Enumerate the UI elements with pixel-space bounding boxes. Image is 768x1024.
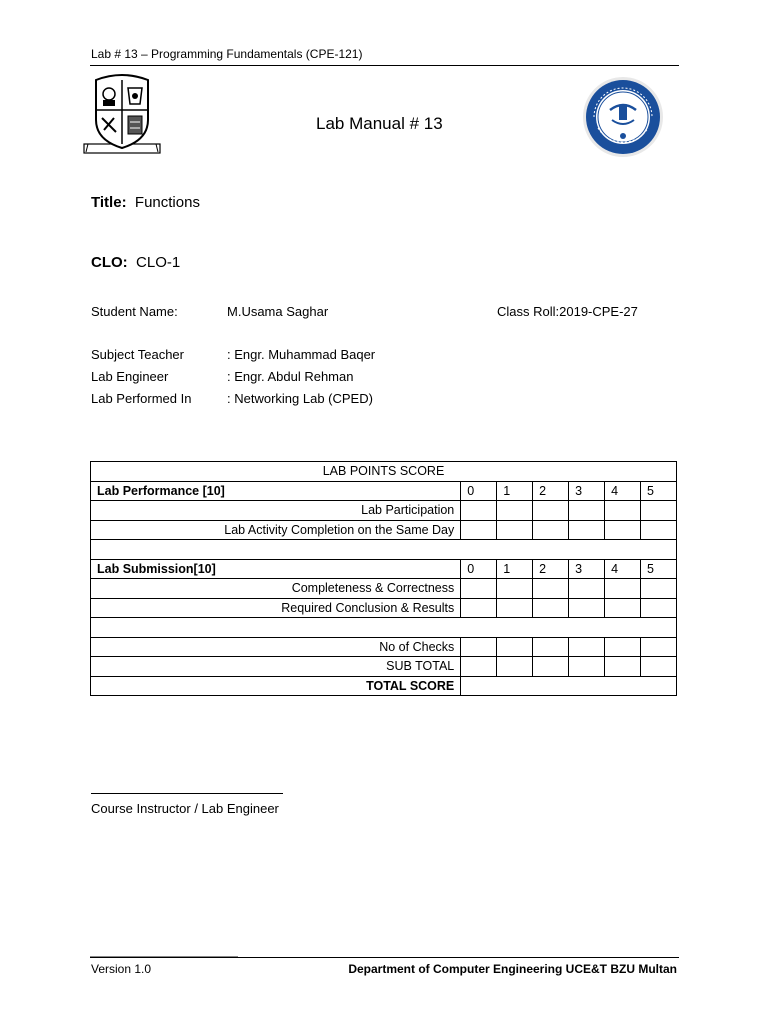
staff-value-lab-engineer: : Engr. Abdul Rehman: [227, 369, 354, 384]
student-name-value: M.Usama Saghar: [227, 304, 329, 319]
scale-4: 4: [605, 559, 641, 579]
score-cell: [461, 501, 497, 521]
score-cell: [497, 598, 533, 618]
scale-0: 0: [461, 481, 497, 501]
row-label-no-of-checks: No of Checks: [91, 637, 461, 657]
scale-3: 3: [569, 559, 605, 579]
score-cell: [641, 637, 677, 657]
staff-label-subject-teacher: Subject Teacher: [91, 347, 184, 362]
table-row: [91, 657, 677, 677]
score-cell: [533, 657, 569, 677]
scale-5: 5: [641, 481, 677, 501]
score-cell: [569, 520, 605, 540]
class-roll-label: Class Roll:: [497, 304, 560, 319]
score-cell: [569, 598, 605, 618]
score-cell: [605, 598, 641, 618]
table-row: [91, 676, 677, 696]
title-value: Functions: [134, 194, 200, 211]
department-crest-logo: [82, 72, 162, 156]
score-cell: [605, 520, 641, 540]
score-cell: [569, 501, 605, 521]
score-cell: [461, 579, 497, 599]
blank-cell: [91, 618, 677, 638]
score-cell: [533, 501, 569, 521]
row-label-completeness: Completeness & Correctness: [91, 579, 461, 599]
table-row: [91, 598, 677, 618]
score-cell: [641, 598, 677, 618]
blank-row: [91, 618, 677, 638]
score-cell: [533, 520, 569, 540]
footer-rule: [90, 957, 679, 958]
table-row: [91, 579, 677, 599]
footer-department: Department of Computer Engineering UCE&T BZU Multan: [348, 962, 677, 976]
blank-cell: [91, 540, 677, 560]
scale-3: 3: [569, 481, 605, 501]
class-roll: [497, 304, 638, 319]
submission-label: Lab Submission[10]: [91, 559, 461, 579]
score-cell: [641, 579, 677, 599]
score-cell: [533, 637, 569, 657]
score-cell: [641, 657, 677, 677]
table-row: [91, 637, 677, 657]
score-cell: [641, 520, 677, 540]
running-header: Lab # 13 – Programming Fundamentals (CPE-121): [91, 47, 363, 61]
class-roll-value: 2019-CPE-27: [559, 304, 638, 319]
lab-manual-title: Lab Manual # 13: [316, 114, 443, 133]
scale-5: 5: [641, 559, 677, 579]
row-label-total-score: TOTAL SCORE: [91, 676, 461, 696]
student-name-label: Student Name:: [91, 304, 178, 319]
performance-header-row: [91, 481, 677, 501]
row-label-conclusion: Required Conclusion & Results: [91, 598, 461, 618]
performance-label: Lab Performance [10]: [91, 481, 461, 501]
lab-points-score-table: [90, 461, 677, 696]
score-cell: [461, 520, 497, 540]
signature-line: [91, 793, 283, 794]
table-heading-row: [91, 462, 677, 482]
submission-header-row: [91, 559, 677, 579]
score-cell: [497, 520, 533, 540]
scale-2: 2: [533, 559, 569, 579]
blank-row: [91, 540, 677, 560]
score-cell: [461, 637, 497, 657]
scale-1: 1: [497, 559, 533, 579]
score-cell: [641, 501, 677, 521]
score-cell: [533, 579, 569, 599]
clo-field: CLO: CLO-1: [91, 254, 181, 271]
title-field: Title: Functions: [91, 194, 200, 211]
scale-0: 0: [461, 559, 497, 579]
header-rule: [90, 65, 679, 66]
score-cell: [497, 657, 533, 677]
score-cell: [497, 637, 533, 657]
row-label-sub-total: SUB TOTAL: [91, 657, 461, 677]
scale-1: 1: [497, 481, 533, 501]
score-cell: [497, 501, 533, 521]
table-row: [91, 520, 677, 540]
score-cell: [497, 579, 533, 599]
row-label-lab-participation: Lab Participation: [91, 501, 461, 521]
score-cell: [569, 657, 605, 677]
score-cell: [569, 637, 605, 657]
row-label-activity-completion: Lab Activity Completion on the Same Day: [91, 520, 461, 540]
clo-label: CLO: [91, 254, 123, 271]
score-cell: [569, 579, 605, 599]
score-cell: [605, 637, 641, 657]
clo-value: CLO-1: [136, 254, 181, 271]
staff-label-lab-engineer: Lab Engineer: [91, 369, 169, 384]
table-heading: LAB POINTS SCORE: [91, 462, 677, 482]
staff-value-lab-performed-in: : Networking Lab (CPED): [227, 391, 373, 406]
scale-2: 2: [533, 481, 569, 501]
total-score-cell: [461, 676, 677, 696]
score-cell: [605, 579, 641, 599]
signature-caption: Course Instructor / Lab Engineer: [91, 801, 279, 816]
table-row: [91, 501, 677, 521]
score-cell: [605, 501, 641, 521]
title-label: Title: [91, 194, 122, 211]
score-cell: [533, 598, 569, 618]
footer-version: Version 1.0: [91, 962, 152, 976]
score-cell: [461, 598, 497, 618]
staff-value-subject-teacher: : Engr. Muhammad Baqer: [227, 347, 376, 362]
score-cell: [461, 657, 497, 677]
score-cell: [605, 657, 641, 677]
scale-4: 4: [605, 481, 641, 501]
staff-label-lab-performed-in: Lab Performed In: [91, 391, 192, 406]
university-seal-logo: [582, 76, 664, 158]
